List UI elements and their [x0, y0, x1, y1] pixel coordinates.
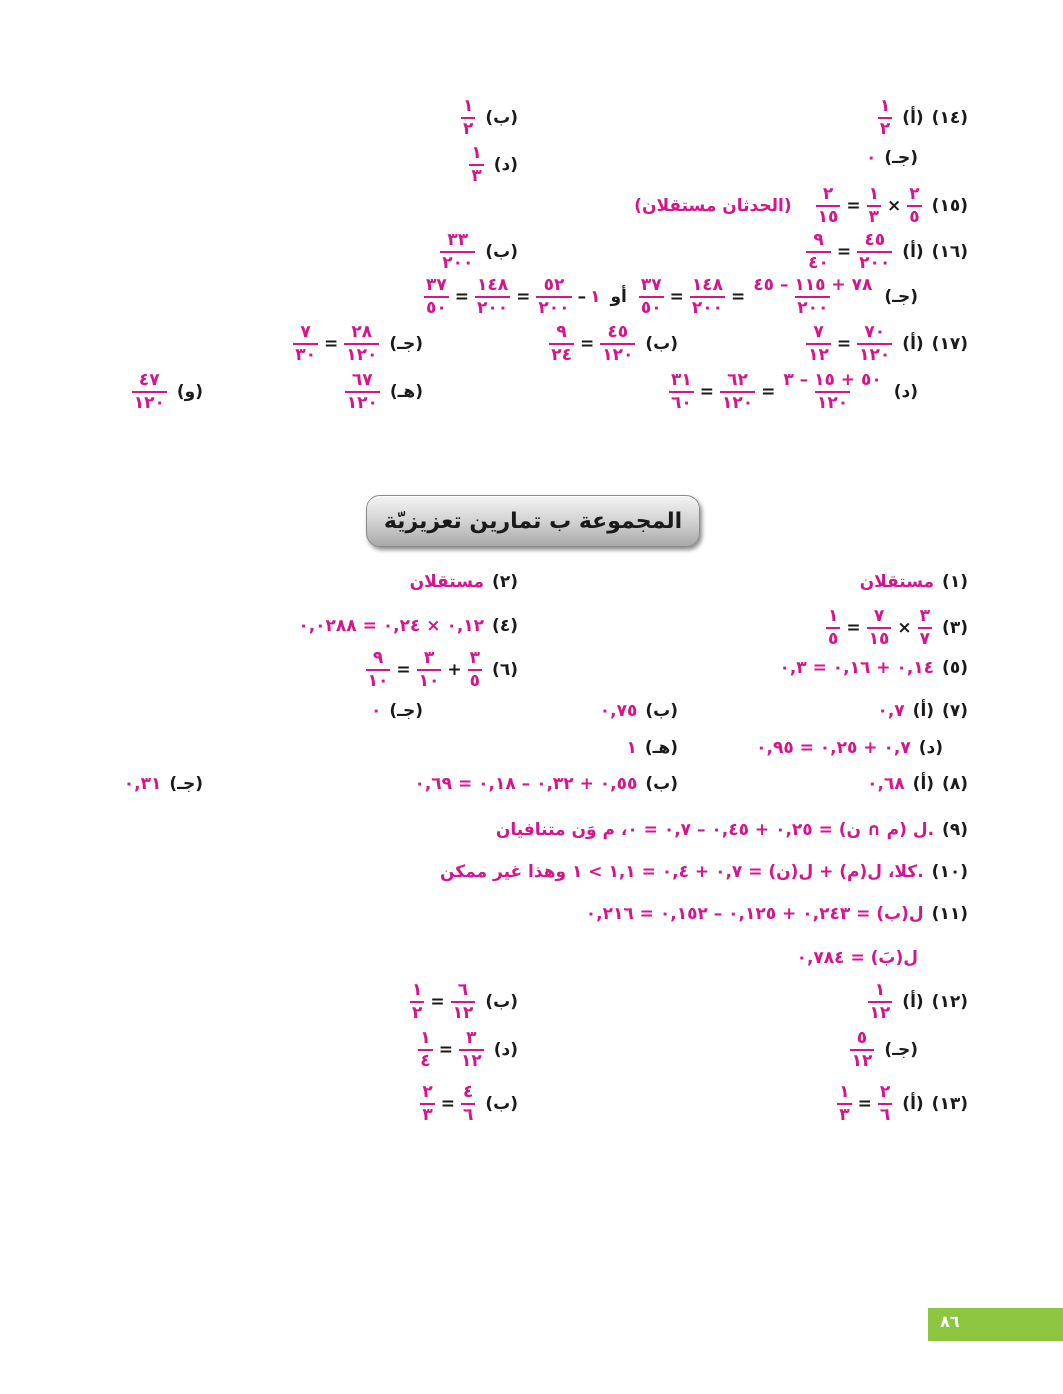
option-label: (ب): [645, 774, 678, 794]
option-label: (هـ): [389, 381, 423, 402]
q14-b: [459, 98, 518, 138]
fraction: ٩ ٤٠: [808, 230, 829, 273]
b8-a: (٨) (أ) ٠,٦٨: [867, 774, 968, 794]
fraction: ٣٧ ٥٠: [640, 275, 662, 318]
fraction: ١ ٣: [471, 143, 482, 186]
b13-b: (ب) ٤ ٦ = ٢ ٣: [422, 1082, 518, 1125]
q15: (١٥) ٢ ٥ × ١ ٣ = ٢ ١٥ (الحدثان مستقلان): [634, 184, 968, 227]
b3: (٣) ٣ ٧ × ٧ ١٥ = ١ ٥: [828, 606, 968, 649]
question-number: (١٥): [931, 195, 968, 216]
fraction: ٧ ١٢: [808, 322, 829, 365]
b4: (٤) ٠,١٢ × ٠,٢٤ = ٠,٠٢٨٨: [298, 616, 518, 636]
option-label: (هـ): [644, 738, 678, 758]
question-number: (١٣): [931, 1093, 968, 1114]
option-label: (جـ): [169, 774, 203, 794]
question-number: (١): [942, 572, 968, 592]
b11: (١١) ل(ب) = ٠,٢٤٣ + ٠,١٢٥ – ٠,١٥٢ = ٠,٢١٦: [585, 904, 968, 924]
b7-b: (ب) ٠,٧٥: [599, 701, 678, 721]
question-number: (١٤): [931, 107, 968, 128]
fraction: ٧ ١٥: [868, 606, 890, 649]
b2: (٢) مستقلان: [409, 572, 518, 592]
b11-complement: ل(بَ) = ٠,٧٨٤: [796, 948, 918, 968]
q17-f: [130, 372, 203, 412]
b5: (٥) ٠,١٤ + ٠,١٦ = ٠,٣: [779, 658, 968, 678]
b7-e: (هـ) ١: [626, 738, 678, 758]
fraction: ١ ٥: [828, 606, 839, 649]
question-number: (٩): [942, 820, 968, 840]
question-number: (٤): [492, 616, 518, 636]
b1: (١) مستقلان: [859, 572, 968, 592]
option-label: (أ): [912, 701, 935, 721]
option-label: (جـ): [389, 701, 423, 721]
fraction: ١ ١٢: [869, 980, 891, 1023]
fraction: ٣ ١٠: [418, 648, 440, 691]
question-number: (١٦): [931, 241, 968, 262]
option-label: (أ): [902, 241, 924, 262]
fraction: ٥٠ + ١٥ – ٣ ١٢٠: [783, 370, 882, 413]
question-number: (٣): [942, 617, 968, 638]
question-number: (٧): [942, 701, 968, 721]
fraction: ٤ ٦: [462, 1082, 474, 1125]
fraction: ٧ ٣٠: [295, 322, 316, 365]
fraction: ٢٨ ١٢٠: [346, 322, 378, 365]
option-label: (ب): [645, 701, 678, 721]
q17-c: (جـ) ٢٨ ١٢٠ = ٧ ٣٠: [295, 322, 423, 365]
option-label: (ب): [485, 241, 518, 262]
b6: (٦) ٣ ٥ + ٣ ١٠ = ٩ ١٠: [367, 648, 518, 691]
fraction: ٣٧ ٥٠: [426, 275, 447, 318]
fraction: ١ ٢: [411, 980, 423, 1023]
fraction: ٣ ١٢: [460, 1028, 482, 1071]
option-label: (جـ): [884, 148, 918, 168]
question-number: (٦): [492, 659, 518, 680]
fraction: ٧٨ + ١١٥ – ٤٥ ٢٠٠: [753, 275, 873, 318]
fraction: ٣ ٥: [469, 648, 481, 691]
option-label: (د): [893, 381, 918, 402]
option-label: (ب): [645, 333, 678, 354]
fraction: ١٤٨ ٢٠٠: [691, 275, 724, 318]
question-number: (١١): [931, 904, 968, 924]
fraction: ٤٧ ١٢٠: [133, 370, 165, 413]
q16-c: (جـ) ٧٨ + ١١٥ – ٤٥ ٢٠٠ = ١٤٨ ٢٠٠ = ٣٧ ٥٠ أو ١ – ٥٢ ٢٠٠ = ١٤٨ ٢٠٠ = ٣٧ ٥٠: [426, 275, 918, 318]
q17-a: (١٧) (أ) ٧٠ ١٢٠ = ٧ ١٢: [808, 322, 968, 365]
question-number: (١٧): [931, 333, 968, 354]
fraction: ١ ٢: [879, 96, 891, 139]
question-number: (١٢): [931, 991, 968, 1012]
q17-e: [343, 372, 423, 412]
q14-c: (جـ) ٠: [865, 148, 918, 168]
option-label: (جـ): [884, 286, 918, 307]
q17-b: (ب) ٤٥ ١٢٠ = ٩ ٢٤: [551, 322, 678, 365]
fraction: ٤٥ ١٢٠: [602, 322, 634, 365]
option-label: (د): [918, 738, 943, 758]
fraction: ٣١ ٦٠: [670, 370, 692, 413]
q17-d: (د) ٥٠ + ١٥ – ٣ ١٢٠ = ٦٢ ١٢٠ = ٣١ ٦٠: [670, 370, 918, 413]
option-label: (أ): [912, 774, 935, 794]
fraction: ١ ٣: [839, 1082, 850, 1125]
b12-d: (د) ٣ ١٢ = ١ ٤: [420, 1028, 518, 1071]
fraction: ٦٧ ١٢٠: [346, 370, 378, 413]
fraction: ٦ ١٢: [452, 980, 474, 1023]
b9: (٩) ل (م ∩ ن) = ٠,٢٥ + ٠,٤٥ – ٠,٧ = ٠، م وَن متنافيان.: [495, 820, 968, 840]
b13-a: (١٣) (أ) ٢ ٦ = ١ ٣: [839, 1082, 968, 1125]
option-label: (أ): [902, 333, 924, 354]
page-number: ٨٦: [940, 1312, 960, 1331]
q16-b: [438, 232, 518, 272]
fraction: ١ ٣: [868, 184, 880, 227]
option-label: (ب): [485, 991, 518, 1012]
fraction: ٩ ١٠: [367, 648, 389, 691]
fraction: ٦٢ ١٢٠: [721, 370, 754, 413]
b8-c: (جـ) ٠,٣١: [123, 774, 203, 794]
section-title: المجموعة ب تمارين تعزيزيّة: [383, 508, 683, 534]
option-label: (جـ): [884, 1039, 918, 1060]
question-number: (٨): [942, 774, 968, 794]
option-label: (أ): [902, 991, 924, 1012]
fraction: ١ ٤: [420, 1028, 431, 1071]
b7-a: (٧) (أ) ٠,٧: [877, 701, 968, 721]
fraction: ١ ٢: [462, 96, 474, 139]
fraction: ٥٢ ٢٠٠: [538, 275, 570, 318]
b12-c: [848, 1030, 918, 1070]
fraction: ٢ ٥: [909, 184, 920, 227]
b12-a: [866, 982, 968, 1022]
note: (الحدثان مستقلان): [634, 195, 792, 216]
option-label: (ب): [485, 1093, 518, 1114]
question-number: (١٠): [931, 862, 968, 882]
fraction: ٧٠ ١٢٠: [859, 322, 891, 365]
question-number: (٥): [942, 658, 968, 678]
b8-b: (ب) ٠,٥٥ + ٠,٣٢ – ٠,١٨ = ٠,٦٩: [414, 774, 678, 794]
q14-d: [467, 145, 518, 185]
option-label: (د): [493, 154, 518, 175]
question-number: (٢): [492, 572, 518, 592]
option-label: (أ): [902, 107, 924, 128]
fraction: ٣ ٧: [919, 606, 931, 649]
b7-d: (د) ٠,٧ + ٠,٢٥ = ٠,٩٥: [756, 738, 943, 758]
fraction: ١٤٨ ٢٠٠: [477, 275, 509, 318]
option-label: (و): [176, 381, 203, 402]
option-label: (جـ): [389, 333, 423, 354]
fraction: ٢ ٦: [879, 1082, 891, 1125]
fraction: ٤٥ ٢٠٠: [859, 230, 891, 273]
fraction: ٩ ٢٤: [551, 322, 572, 365]
fraction: ٥ ١٢: [851, 1028, 873, 1071]
q16-a: (١٦) (أ) ٤٥ ٢٠٠ = ٩ ٤٠: [808, 230, 968, 273]
option-label: (د): [493, 1039, 518, 1060]
fraction: ٣٣ ٢٠٠: [442, 230, 474, 273]
fraction: ٢ ١٥: [817, 184, 839, 227]
fraction: ٢ ٣: [422, 1082, 433, 1125]
b12-b: (ب) ٦ ١٢ = ١ ٢: [411, 980, 518, 1023]
b10: (١٠) كلا، ل(م) + ل(ن) = ٠,٧ + ٠,٤ = ١,١ > ١ وهذا غير ممكن.: [439, 862, 968, 882]
b7-c: (جـ) ٠: [370, 701, 423, 721]
section-banner: [366, 495, 700, 547]
option-label: (ب): [485, 107, 518, 128]
option-label: (أ): [902, 1093, 924, 1114]
q14-a: [876, 98, 968, 138]
